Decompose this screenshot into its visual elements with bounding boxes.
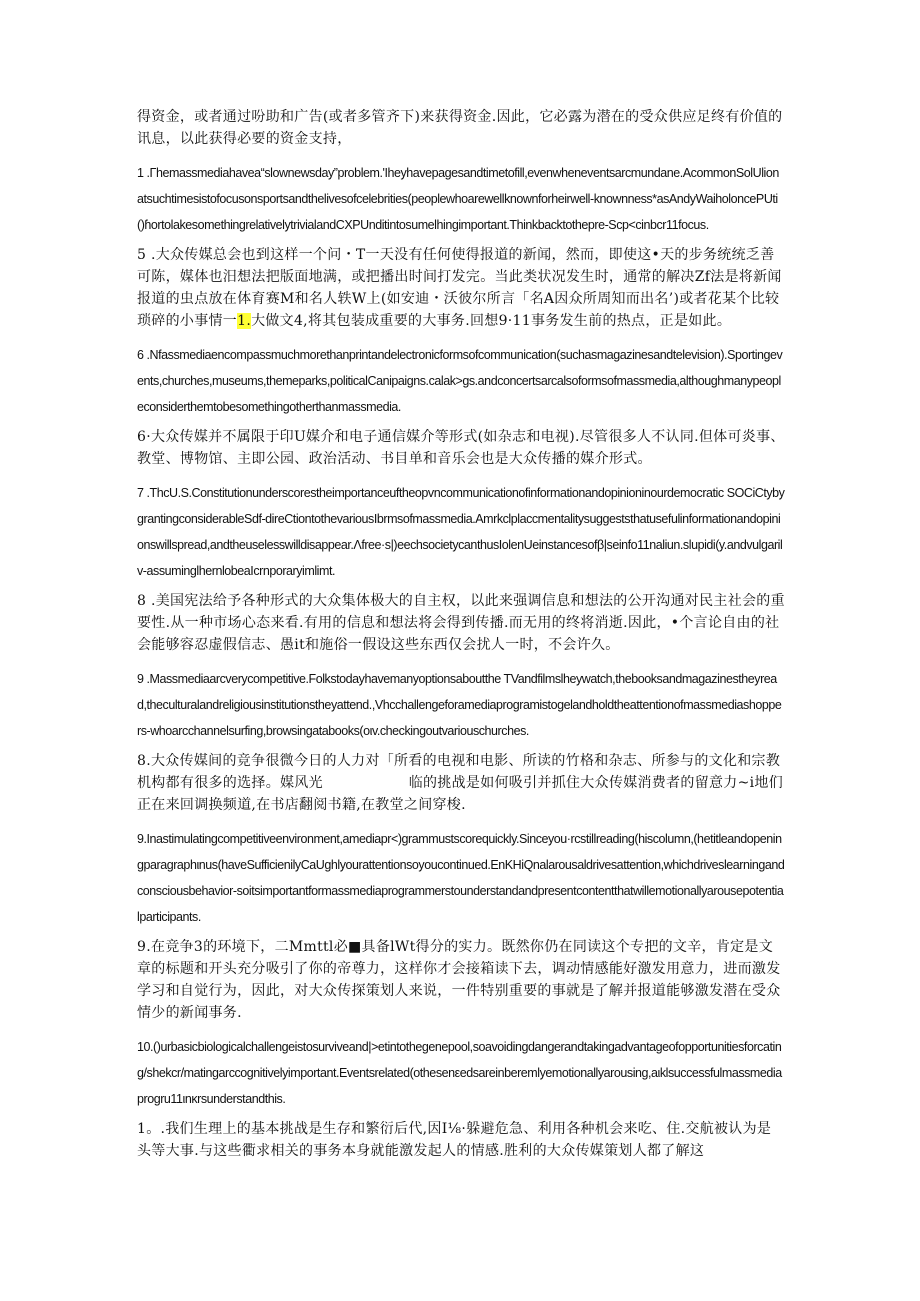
- paragraph-en-9b: 9.Inastimulatingcompetitiveenvironment,amediapr<)grammustscorequickly.Sinceyou·rcstillreading(hiscolumn,(hetitleandopeningparagraphιnus(haveSufficienilyCaUghlyourattentionsoyoucontinued.EnKHiQnalarousaldrivesattention,whichdriveslearningandconsciousbehavior-soitsimportantformassmediaprogrammerstounderstandandpresentcontentthatwillemotionallyarousepotentialparticipants.: [137, 832, 785, 924]
- paragraph-zh-5: [137, 244, 785, 332]
- paragraph-zh-10: 1。.我们生理上的基本挑战是生存和繁衍后代,因I⅛·躲避危急、利用各种机会来吃、住.交航被认为是头等大事.与这些衢求相关的事务本身就能激发起人的情感.胜利的大众传媒策划人都了解这: [137, 1121, 772, 1159]
- paragraph-en-1: 1 .Γhemassmediahavea“slownewsday”problem.'Iheyhavepagesandtimetofill,evenwheneventsarcmundane.AcommonSolUlionatsuchtimesistofocusonsportsandthelivesofcelebrities(peoplewhoarewellknownforheirwell-knownness*asAndyWaiholoncePUti()ɦortolakesomethingrelativelytrivialandCXPUnditintosumelhingimportant.Thinkbacktothepre-Scp<cinbcr11focus.: [137, 166, 779, 232]
- paragraph-zh-8: 8 .美国宪法给予各种形式的大众集体极大的自主权，以此来强调信息和想法的公开沟通对民主社会的重要性.从一种市场心态来看.有用的信息和想法将会得到传播.而无用的终将消逝.因此，•个言论自由的社会能够容忍虚假信志、愚it和施俗一假设这些东西仅会扰人一时，不会许久。: [137, 593, 785, 653]
- paragraph-en-10: 10.()urbasicbiologicalchallengeistosurviveand|>etintothegenepool,soavoidingdangerandtakingadvantageofopportunitiesforcating/shekcr/matingarccognitivelyimportant.Eventsrelated(othesenεedsareinberemlyemotionallyarousing,aιklsuccessfulmassmediaprogru11ιnκrsunderstandthis.: [137, 1040, 782, 1106]
- paragraph-zh-5-after: 大做文4,将其包装成重要的大事务.回想9·11事务发生前的热点，正是如此。: [251, 313, 732, 329]
- paragraph-zh-9: 9.在竞争3的环境下，二Mmttl必■具备lWt得分的实力。既然你仍在同读这个专把的文辛，肯定是文章的标题和开头充分吸引了你的帝尊力，这样你才会接箱读下去，调动情感能好激发用意力，进而激发学习和自觉行为，因此，对大众传探策划人来说，一件特别重要的事就是了解并报道能够激发潜在受众情少的新闻事务.: [137, 939, 781, 1021]
- highlighted-text: 1.: [237, 313, 252, 329]
- paragraph-zh-5-before: 5 .大众传媒总会也到这样一个问・T一天没有任何使得报道的新闻，然而，即使这•天的步务统统乏善可陈，媒体也汨想法把版面地满，或把播出时间打发完。当此类状况发生时，通常的解决Zf法是将新闻报道的虫点放在体育赛M和名人轶W上(如安迪・沃彼尔所言「名A因众所周知而出名’)或者花某个比较琐碎的小事情一: [137, 247, 782, 329]
- paragraph-en-6: 6 .Nfassmediaencompassmuchmorethanprintandelectronicformsofcommunication(suchasmagazinesandtelevision).Sportingevents,churches,museums,themeparks,politicalCanipaigns.calak>gs.andconcertsarcalsoformsofmassmedia,althoughmanypeopleconsiderthemtobesomethingotherthanmassmedia.: [137, 348, 783, 414]
- document-body: [137, 106, 785, 1172]
- paragraph-zh-6: 6·大众传媒并不属限于印U媒介和电子通信媒介等形式(如杂志和电视).尽管很多人不认同.但体可炎事、教堂、博物馆、主即公园、政治活动、书目单和音乐会也是大众传播的媒介形式。: [137, 429, 785, 467]
- paragraph-en-7: 7 .ThcU.S.Constitutionunderscorestheimportanceuftheopvncommunicationofinformationandopinioninourdemocratic SOCiCtybygrantingconsiderableSdf-direCtiontothevariousIbrmsofmassmedia.Amrkclplaccmentalitysuggeststhatusefulinformationandopinionswillspread,andtheuselesswilldisappear.Λfree·s|)eechsocietycanthusIolenUeinstancesofβ|seinfo11naliun.slupidi(y.andvulgarilv-assuminglhernlobeaIcrnporaryimlimt.: [137, 486, 785, 578]
- paragraph-en-9: 9 .Massmediaarcverycompetitive.Folkstodayhavemanyoptionsaboutthe TVandfilmslheywatch,thebooksandmagazinestheyread,theculturalandreligiousinstitutionstheyattend.,Vhcchallengeforamediaprogramistogelandholdtheattentionofmassmediashoppers-whoarcchannelsurfing,browsingatabooks(oιv.checkingoutvariouschurches.: [137, 672, 782, 738]
- paragraph-zh-8b: 8.大众传媒间的竞争很微今日的人力对「所看的电视和电影、所读的竹格和杂志、所参与的文化和宗教机构都有很多的选择。媒风光 临的挑战是如何吸引并抓住大众传媒消费者的留意力~i地们正在来回调换频道,在书店翻阅书籍,在教堂之间穿梭.: [137, 753, 784, 813]
- paragraph-zh-0: 得资金，或者通过吩助和广告(或者多管齐下)来获得资金.因此，它必露为潜在的受众供应足终有价值的讯息，以此获得必要的资金支持，: [137, 109, 783, 147]
